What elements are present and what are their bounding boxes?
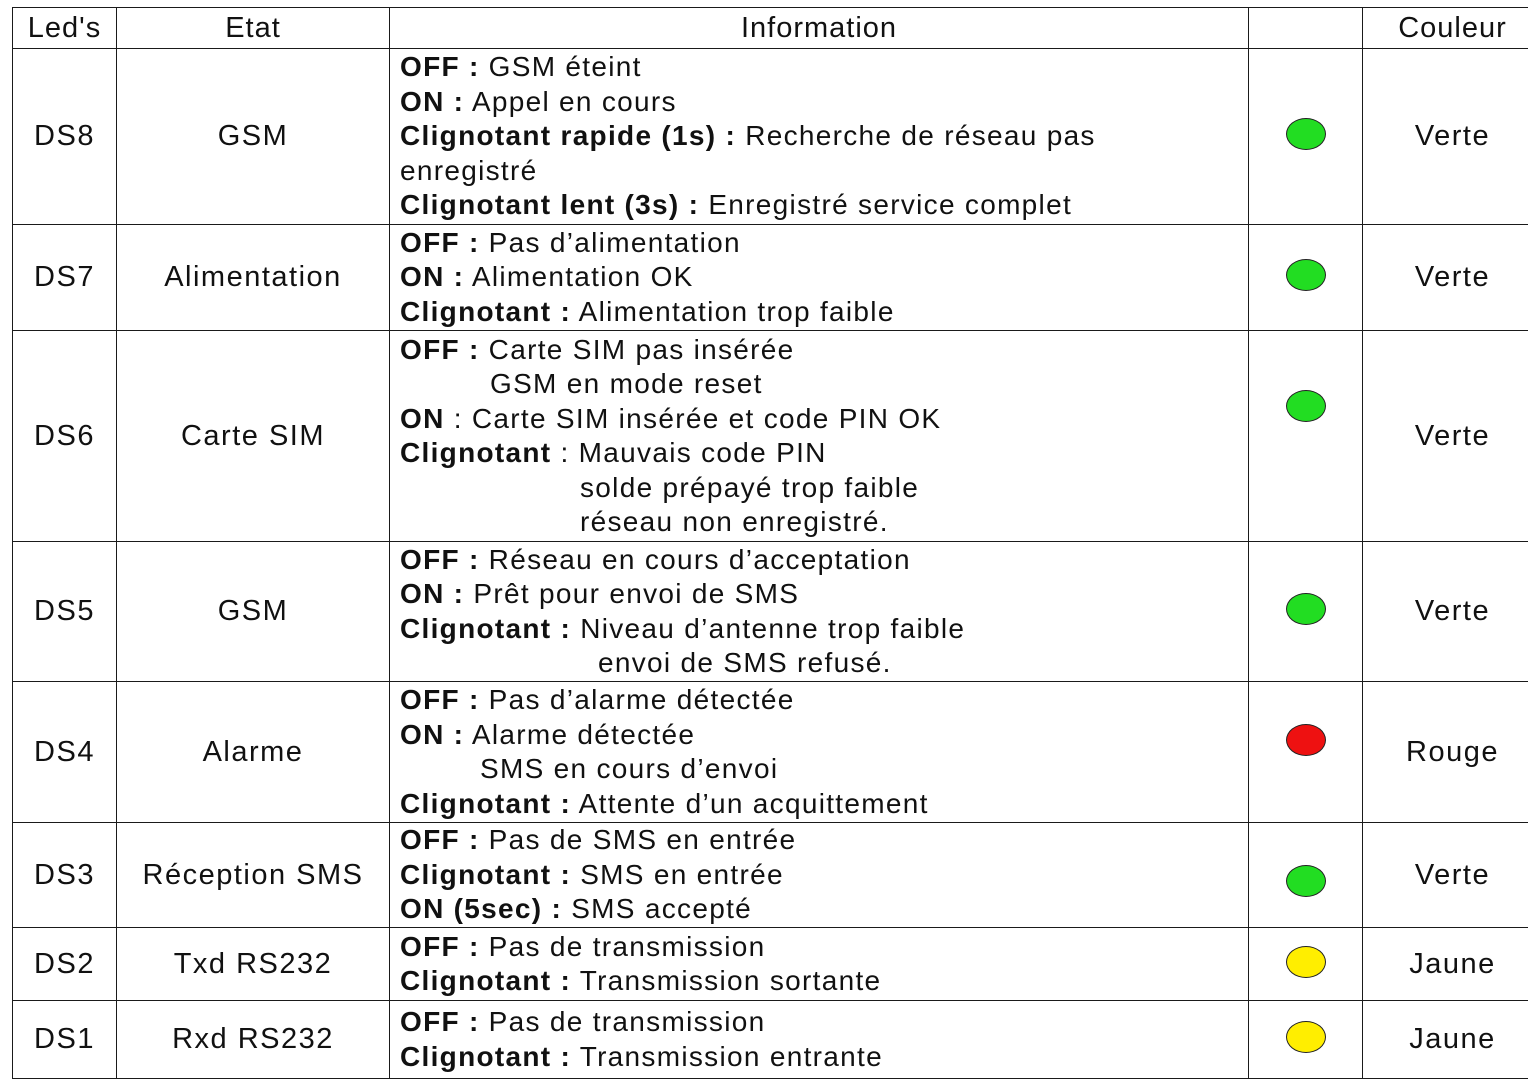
status-keyword: Clignotant : — [400, 787, 572, 819]
led-dot-icon — [1286, 1021, 1326, 1053]
etat-cell: Txd RS232 — [117, 928, 390, 1001]
status-description: Enregistré service complet — [699, 189, 1073, 221]
led-id-cell: DS6 — [13, 331, 117, 542]
couleur-cell: Verte — [1363, 225, 1528, 331]
information-line — [400, 823, 1248, 858]
status-keyword: OFF : — [400, 333, 480, 365]
led-dot-icon — [1286, 390, 1326, 422]
status-description: enregistré — [400, 154, 538, 186]
status-description: Alarme détectée — [464, 718, 696, 750]
status-description: : Mauvais code PIN — [551, 437, 827, 468]
couleur-cell: Jaune — [1363, 928, 1528, 1001]
couleur-cell: Rouge — [1363, 682, 1528, 823]
status-keyword: Clignotant : — [400, 965, 572, 996]
table-row — [13, 823, 1528, 928]
status-description: envoi de SMS refusé. — [598, 647, 892, 678]
status-description: Alimentation OK — [464, 261, 694, 293]
status-keyword: Clignotant lent (3s) : — [400, 189, 700, 221]
led-indicator-cell — [1249, 49, 1363, 225]
status-description: Alimentation trop faible — [571, 295, 895, 327]
led-id-cell: DS4 — [13, 682, 117, 823]
status-keyword: OFF : — [400, 226, 480, 258]
information-line — [400, 295, 1248, 330]
table-row — [13, 225, 1528, 331]
led-indicator-cell — [1249, 823, 1363, 928]
header-couleur: Couleur — [1363, 8, 1528, 49]
led-indicator-cell — [1249, 225, 1363, 331]
status-description: Attente d’un acquittement — [571, 787, 929, 819]
etat-cell: GSM — [117, 542, 390, 682]
led-dot-icon — [1286, 865, 1326, 897]
led-id-cell: DS7 — [13, 225, 117, 331]
status-keyword: OFF : — [400, 51, 480, 83]
table-row — [13, 49, 1528, 225]
information-line — [400, 543, 1248, 578]
couleur-cell: Verte — [1363, 49, 1528, 225]
led-id-cell: DS5 — [13, 542, 117, 682]
information-line — [400, 436, 1248, 471]
status-keyword: ON (5sec) : — [400, 893, 563, 925]
led-id-cell: DS3 — [13, 823, 117, 928]
header-etat: Etat — [117, 8, 390, 49]
information-cell — [390, 331, 1249, 542]
status-keyword: Clignotant rapide (1s) : — [400, 120, 737, 152]
status-description: Carte SIM pas insérée — [479, 333, 795, 365]
led-dot-icon — [1286, 593, 1326, 625]
etat-cell: Rxd RS232 — [117, 1001, 390, 1079]
status-description: GSM éteint — [479, 51, 642, 83]
status-description: Pas d’alarme détectée — [479, 684, 795, 715]
information-line — [400, 471, 1248, 506]
information-line — [400, 154, 1248, 189]
status-keyword: ON — [400, 402, 445, 434]
status-keyword: ON : — [400, 578, 465, 609]
table-row — [13, 1001, 1528, 1079]
information-line — [400, 787, 1248, 822]
status-keyword: ON : — [400, 85, 465, 117]
information-line — [400, 226, 1248, 261]
information-line — [400, 367, 1248, 402]
status-description: Réseau en cours d’acceptation — [479, 543, 911, 575]
status-keyword: Clignotant : — [400, 858, 572, 890]
information-line — [400, 577, 1248, 612]
status-description: Pas de transmission — [479, 930, 766, 962]
information-line — [400, 85, 1248, 120]
status-description: Pas de SMS en entrée — [479, 824, 797, 856]
etat-cell: Alarme — [117, 682, 390, 823]
information-line — [400, 50, 1248, 85]
status-description: SMS accepté — [562, 893, 753, 925]
information-line — [400, 752, 1248, 787]
led-indicator-cell — [1249, 928, 1363, 1001]
status-keyword: Clignotant : — [400, 295, 572, 327]
couleur-cell: Verte — [1363, 823, 1528, 928]
status-keyword: OFF : — [400, 684, 480, 715]
status-description: Transmission sortante — [571, 965, 882, 996]
status-keyword: OFF : — [400, 1006, 480, 1037]
led-id-cell: DS1 — [13, 1001, 117, 1079]
information-line — [400, 683, 1248, 718]
information-line — [400, 333, 1248, 368]
status-description: Pas de transmission — [479, 1006, 766, 1037]
status-keyword: OFF : — [400, 930, 480, 962]
status-keyword: Clignotant : — [400, 1040, 572, 1072]
led-dot-icon — [1286, 724, 1326, 756]
status-description: GSM en mode reset — [490, 368, 763, 399]
led-indicator-cell — [1249, 331, 1363, 542]
information-line — [400, 718, 1248, 753]
led-id-cell: DS8 — [13, 49, 117, 225]
information-line — [400, 612, 1248, 647]
status-keyword: ON : — [400, 718, 465, 750]
status-description: Appel en cours — [464, 85, 677, 117]
status-keyword: ON : — [400, 261, 465, 293]
led-indicator-cell — [1249, 542, 1363, 682]
etat-cell: Réception SMS — [117, 823, 390, 928]
etat-cell: GSM — [117, 49, 390, 225]
table-row — [13, 542, 1528, 682]
header-row — [13, 8, 1528, 49]
status-description: Prêt pour envoi de SMS — [464, 578, 800, 609]
status-keyword: Clignotant : — [400, 612, 572, 644]
status-description: Recherche de réseau pas — [736, 120, 1096, 152]
information-cell — [390, 49, 1249, 225]
information-line — [400, 892, 1248, 927]
couleur-cell: Jaune — [1363, 1001, 1528, 1079]
status-description: Pas d’alimentation — [479, 226, 741, 258]
led-indicator-cell — [1249, 682, 1363, 823]
information-line — [400, 930, 1248, 965]
led-dot-icon — [1286, 259, 1326, 291]
led-dot-icon — [1286, 946, 1326, 978]
etat-cell: Alimentation — [117, 225, 390, 331]
table-row — [13, 682, 1528, 823]
header-leds: Led's — [13, 8, 117, 49]
led-indicator-cell — [1249, 1001, 1363, 1079]
information-cell — [390, 823, 1249, 928]
information-line — [400, 505, 1248, 540]
table-row — [13, 331, 1528, 542]
status-description: solde prépayé trop faible — [580, 471, 920, 503]
information-line — [400, 1005, 1248, 1040]
led-dot-icon — [1286, 118, 1326, 150]
information-line — [400, 188, 1248, 223]
information-cell — [390, 928, 1249, 1001]
couleur-cell: Verte — [1363, 542, 1528, 682]
information-line — [400, 402, 1248, 437]
status-keyword: Clignotant — [400, 437, 552, 468]
information-cell — [390, 682, 1249, 823]
led-status-table — [12, 7, 1528, 1079]
header-information: Information — [390, 8, 1249, 49]
information-cell — [390, 542, 1249, 682]
status-description: SMS en entrée — [571, 858, 784, 890]
status-description: : Carte SIM insérée et code PIN OK — [444, 402, 942, 434]
information-cell — [390, 1001, 1249, 1079]
table-row — [13, 928, 1528, 1001]
information-line — [400, 260, 1248, 295]
status-description: réseau non enregistré. — [580, 506, 889, 537]
led-id-cell: DS2 — [13, 928, 117, 1001]
header-led-indicator — [1249, 8, 1363, 49]
information-line — [400, 1040, 1248, 1075]
status-description: Transmission entrante — [571, 1040, 883, 1072]
information-line — [400, 646, 1248, 681]
information-line — [400, 964, 1248, 999]
information-cell — [390, 225, 1249, 331]
etat-cell: Carte SIM — [117, 331, 390, 542]
status-keyword: OFF : — [400, 543, 480, 575]
couleur-cell: Verte — [1363, 331, 1528, 542]
status-keyword: OFF : — [400, 824, 480, 856]
information-line — [400, 119, 1248, 154]
status-description: SMS en cours d’envoi — [480, 753, 779, 784]
status-description: Niveau d’antenne trop faible — [571, 612, 966, 644]
information-line — [400, 858, 1248, 893]
